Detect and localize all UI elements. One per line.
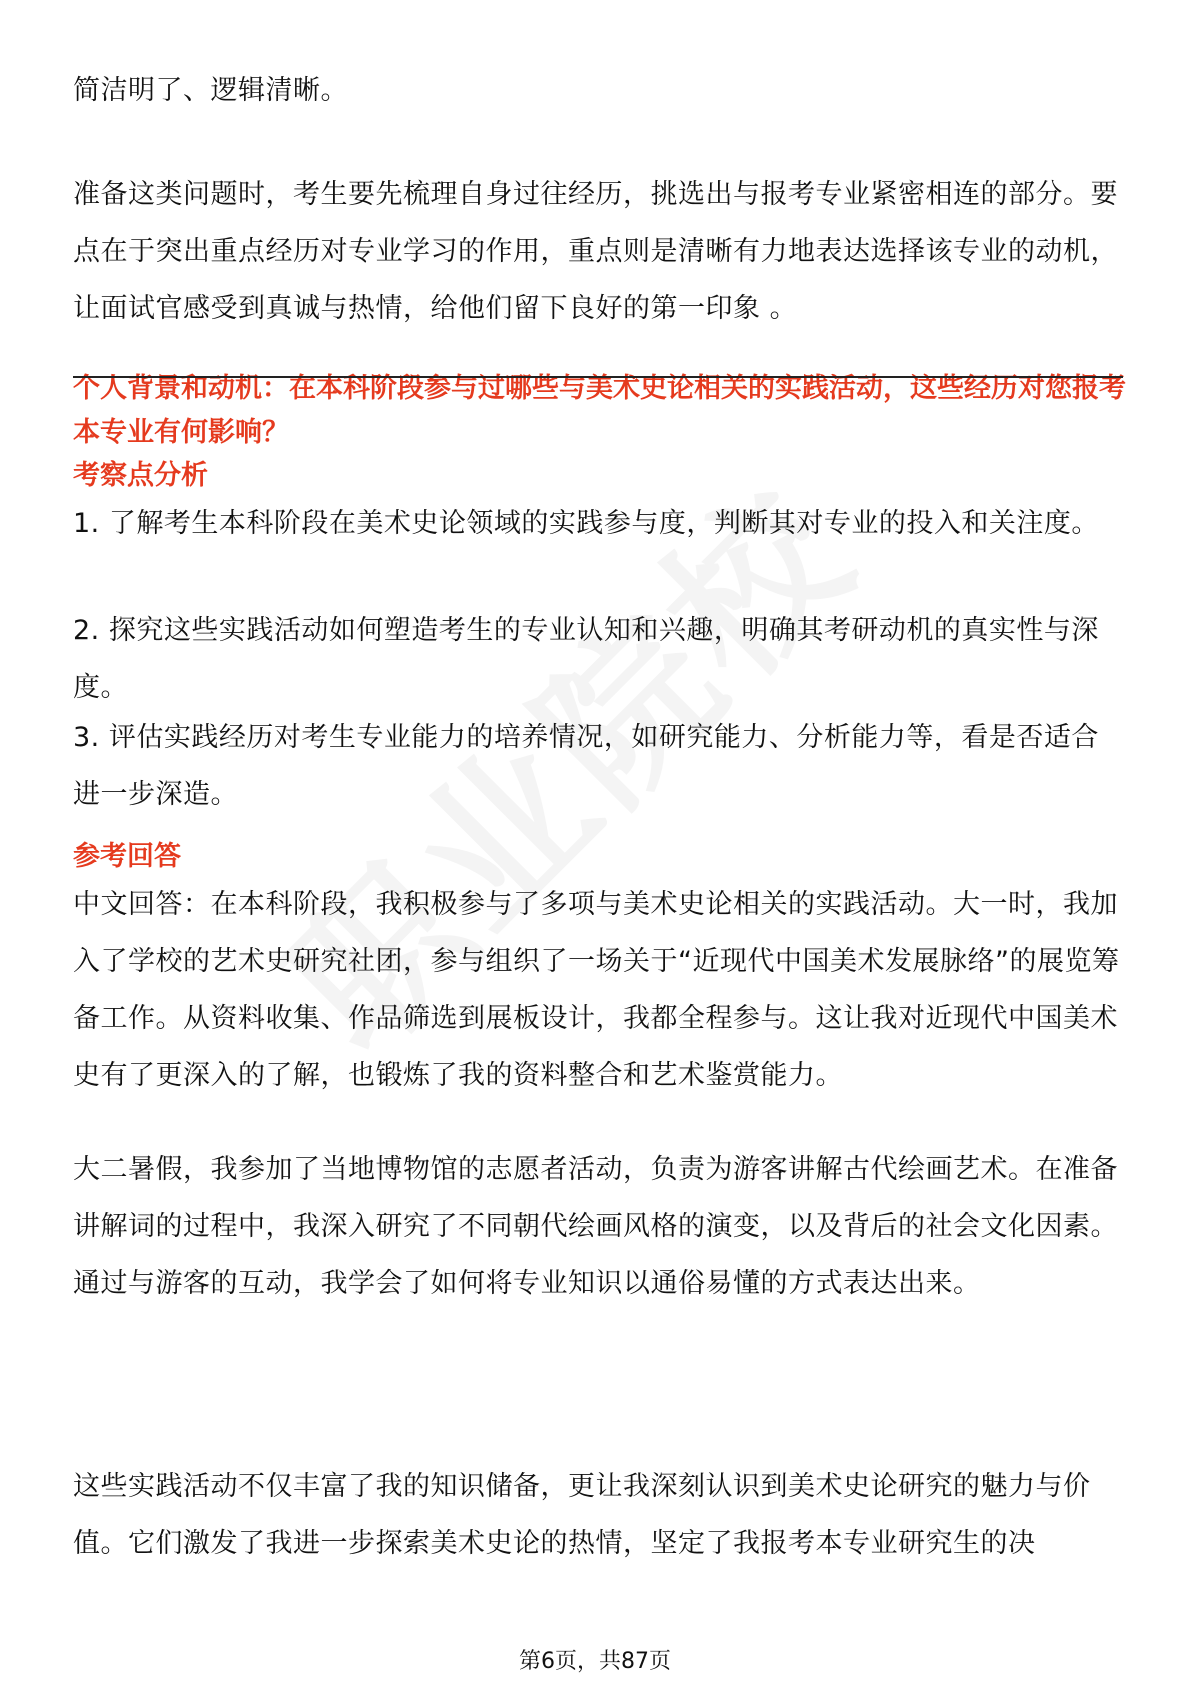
answer-paragraph-2: 大二暑假，我参加了当地博物馆的志愿者活动，负责为游客讲解古代绘画艺术。在准备讲解词的过程中，我深入研究了不同朝代绘画风格的演变，以及背后的社会文化因素。通过与游客的互动，我学会了如何将专业知识以通俗易懂的方式表达出来。 xyxy=(73,1154,1118,1299)
analysis-item-3: 3. 评估实践经历对考生专业能力的培养情况，如研究能力、分析能力等，看是否适合进一步深造。 xyxy=(73,722,1099,810)
analysis-item-1: 1. 了解考生本科阶段在美术史论领域的实践参与度，判断其对专业的投入和关注度。 xyxy=(73,508,1099,539)
question-title: 个人背景和动机：在本科阶段参与过哪些与美术史论相关的实践活动，这些经历对您报考本专业有何影响？ xyxy=(73,373,1126,448)
answer-heading: 参考回答 xyxy=(73,841,181,872)
section-divider xyxy=(73,376,1123,378)
analysis-heading: 考察点分析 xyxy=(73,460,208,491)
prep-paragraph: 准备这类问题时，考生要先梳理自身过往经历，挑选出与报考专业紧密相连的部分。要点在于突出重点经历对专业学习的作用，重点则是清晰有力地表达选择该专业的动机，让面试官感受到真诚与热情，给他们留下良好的第一印象 。 xyxy=(73,179,1118,324)
answer-paragraph-1: 中文回答：在本科阶段，我积极参与了多项与美术史论相关的实践活动。大一时，我加入了学校的艺术史研究社团，参与组织了一场关于“近现代中国美术发展脉络”的展览筹备工作。从资料收集、作品筛选到展板设计，我都全程参与。这让我对近现代中国美术史有了更深入的了解，也锻炼了我的资料整合和艺术鉴赏能力。 xyxy=(73,889,1120,1091)
analysis-item-2: 2. 探究这些实践活动如何塑造考生的专业认知和兴趣，明确其考研动机的真实性与深度。 xyxy=(73,615,1099,703)
intro-line-tail: 简洁明了、逻辑清晰。 xyxy=(73,75,348,106)
answer-paragraph-3: 这些实践活动不仅丰富了我的知识储备，更让我深刻认识到美术史论研究的魅力与价值。它们激发了我进一步探索美术史论的热情，坚定了我报考本专业研究生的决 xyxy=(73,1471,1091,1559)
page-footer: 第6页，共87页 xyxy=(519,1649,671,1674)
